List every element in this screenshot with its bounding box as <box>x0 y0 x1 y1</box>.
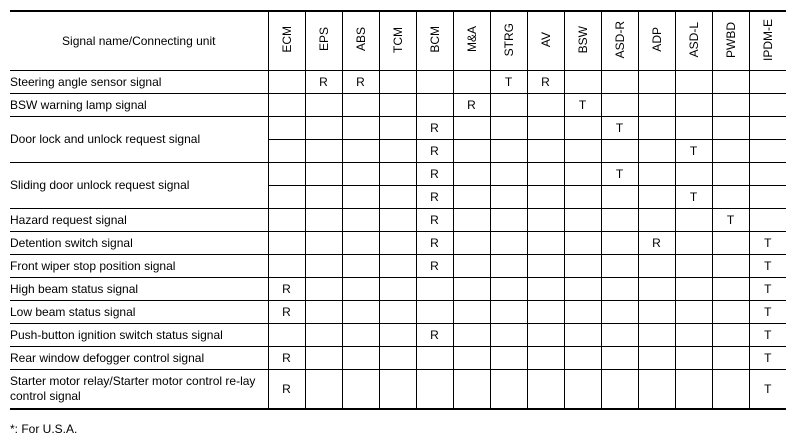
table-row <box>10 370 786 409</box>
mark-cell <box>490 232 527 255</box>
mark-cell <box>564 140 601 163</box>
mark-cell <box>453 117 490 140</box>
mark-cell <box>712 117 749 140</box>
mark-cell <box>675 370 712 409</box>
mark-cell <box>268 117 305 140</box>
mark-cell <box>305 140 342 163</box>
signal-name-cell: Low beam status signal <box>10 301 268 324</box>
mark-cell: R <box>453 94 490 117</box>
mark-cell <box>601 370 638 409</box>
unit-header <box>490 11 527 71</box>
mark-cell <box>601 186 638 209</box>
mark-cell: R <box>416 255 453 278</box>
unit-header-label: IPDM-E <box>760 18 775 61</box>
mark-cell <box>268 140 305 163</box>
mark-cell <box>638 71 675 94</box>
unit-header <box>749 11 786 71</box>
mark-cell <box>379 186 416 209</box>
mark-cell <box>638 140 675 163</box>
mark-cell <box>490 163 527 186</box>
mark-cell <box>749 209 786 232</box>
mark-cell <box>527 370 564 409</box>
mark-cell <box>601 255 638 278</box>
mark-cell <box>416 71 453 94</box>
unit-header-label: BCM <box>427 26 442 53</box>
mark-cell: R <box>638 232 675 255</box>
mark-cell <box>453 163 490 186</box>
mark-cell <box>268 209 305 232</box>
mark-cell <box>527 186 564 209</box>
mark-cell <box>305 255 342 278</box>
mark-cell <box>268 232 305 255</box>
mark-cell: T <box>749 255 786 278</box>
mark-cell <box>268 186 305 209</box>
mark-cell <box>564 71 601 94</box>
mark-cell <box>638 186 675 209</box>
mark-cell: R <box>416 117 453 140</box>
table-row <box>10 301 786 324</box>
signal-name-cell: Door lock and unlock request signal <box>10 117 268 163</box>
header-row <box>10 11 786 71</box>
unit-header <box>638 11 675 71</box>
unit-header-label: ABS <box>353 27 368 52</box>
mark-cell <box>601 347 638 370</box>
unit-header <box>379 11 416 71</box>
mark-cell <box>416 278 453 301</box>
mark-cell <box>527 324 564 347</box>
mark-cell <box>305 278 342 301</box>
signal-name-cell: Starter motor relay/Starter motor control re-lay control signal <box>10 370 268 409</box>
unit-header-label: ECM <box>279 26 294 53</box>
mark-cell <box>342 301 379 324</box>
mark-cell <box>342 324 379 347</box>
mark-cell <box>564 324 601 347</box>
mark-cell <box>416 370 453 409</box>
mark-cell: T <box>601 117 638 140</box>
signal-name-cell: Rear window defogger control signal <box>10 347 268 370</box>
mark-cell <box>638 347 675 370</box>
mark-cell <box>712 278 749 301</box>
mark-cell <box>453 301 490 324</box>
signal-name-cell: Detention switch signal <box>10 232 268 255</box>
table-row <box>10 71 786 94</box>
mark-cell <box>453 186 490 209</box>
table-row <box>10 163 786 186</box>
mark-cell <box>490 209 527 232</box>
signal-name-header: Signal name/Connecting unit <box>10 11 268 71</box>
mark-cell: T <box>749 370 786 409</box>
mark-cell <box>564 347 601 370</box>
mark-cell <box>453 255 490 278</box>
mark-cell <box>453 209 490 232</box>
mark-cell <box>342 255 379 278</box>
signal-name-cell: Steering angle sensor signal <box>10 71 268 94</box>
mark-cell <box>342 232 379 255</box>
mark-cell <box>305 94 342 117</box>
mark-cell <box>638 278 675 301</box>
mark-cell: R <box>268 370 305 409</box>
mark-cell <box>527 255 564 278</box>
unit-header-label: ADP <box>649 27 664 52</box>
mark-cell: T <box>601 163 638 186</box>
mark-cell <box>601 94 638 117</box>
mark-cell: R <box>268 301 305 324</box>
mark-cell <box>379 117 416 140</box>
mark-cell <box>379 324 416 347</box>
mark-cell <box>675 232 712 255</box>
mark-cell <box>675 278 712 301</box>
mark-cell <box>490 255 527 278</box>
mark-cell <box>675 71 712 94</box>
mark-cell <box>638 324 675 347</box>
signal-name-cell: Hazard request signal <box>10 209 268 232</box>
unit-header <box>268 11 305 71</box>
mark-cell <box>601 324 638 347</box>
unit-header <box>601 11 638 71</box>
mark-cell <box>305 347 342 370</box>
mark-cell <box>342 94 379 117</box>
mark-cell <box>527 94 564 117</box>
mark-cell <box>490 301 527 324</box>
mark-cell <box>490 117 527 140</box>
mark-cell: R <box>268 347 305 370</box>
mark-cell: T <box>749 347 786 370</box>
mark-cell <box>453 71 490 94</box>
mark-cell <box>712 186 749 209</box>
mark-cell <box>490 278 527 301</box>
mark-cell <box>453 278 490 301</box>
signal-name-cell: Push-button ignition switch status signal <box>10 324 268 347</box>
mark-cell <box>527 140 564 163</box>
mark-cell <box>601 278 638 301</box>
mark-cell: T <box>675 140 712 163</box>
mark-cell <box>675 255 712 278</box>
mark-cell <box>749 71 786 94</box>
mark-cell <box>712 232 749 255</box>
mark-cell <box>490 140 527 163</box>
table-row <box>10 347 786 370</box>
mark-cell <box>675 94 712 117</box>
mark-cell <box>675 117 712 140</box>
mark-cell <box>305 370 342 409</box>
mark-cell <box>527 347 564 370</box>
mark-cell <box>342 278 379 301</box>
unit-header-label: ASD-L <box>686 21 701 58</box>
unit-header <box>712 11 749 71</box>
table-row <box>10 94 786 117</box>
mark-cell <box>749 186 786 209</box>
mark-cell <box>601 232 638 255</box>
mark-cell <box>268 255 305 278</box>
unit-header-label: BSW <box>575 25 590 54</box>
mark-cell <box>416 301 453 324</box>
mark-cell <box>749 140 786 163</box>
mark-cell <box>379 209 416 232</box>
mark-cell <box>305 301 342 324</box>
unit-header-label: PWBD <box>723 21 738 58</box>
mark-cell <box>305 186 342 209</box>
mark-cell: T <box>749 324 786 347</box>
mark-cell: R <box>527 71 564 94</box>
mark-cell <box>453 140 490 163</box>
mark-cell <box>453 370 490 409</box>
mark-cell <box>490 186 527 209</box>
mark-cell <box>379 163 416 186</box>
mark-cell <box>305 209 342 232</box>
unit-header-label: AV <box>538 31 553 48</box>
mark-cell: T <box>490 71 527 94</box>
mark-cell <box>564 301 601 324</box>
mark-cell <box>749 117 786 140</box>
mark-cell <box>527 117 564 140</box>
mark-cell <box>564 117 601 140</box>
mark-cell <box>564 209 601 232</box>
mark-cell <box>675 324 712 347</box>
mark-cell <box>675 301 712 324</box>
mark-cell <box>379 255 416 278</box>
mark-cell <box>379 347 416 370</box>
table-row <box>10 117 786 140</box>
signal-name-cell: Front wiper stop position signal <box>10 255 268 278</box>
mark-cell: R <box>416 324 453 347</box>
mark-cell: T <box>675 186 712 209</box>
mark-cell <box>527 301 564 324</box>
table-row <box>10 324 786 347</box>
unit-header-label: M&A <box>464 26 479 53</box>
table-row <box>10 209 786 232</box>
mark-cell <box>305 117 342 140</box>
mark-cell <box>379 301 416 324</box>
unit-header <box>342 11 379 71</box>
mark-cell <box>490 370 527 409</box>
mark-cell <box>712 163 749 186</box>
mark-cell <box>564 163 601 186</box>
mark-cell <box>564 186 601 209</box>
mark-cell <box>342 209 379 232</box>
mark-cell <box>749 94 786 117</box>
unit-header <box>305 11 342 71</box>
signal-name-cell: Sliding door unlock request signal <box>10 163 268 209</box>
mark-cell <box>379 232 416 255</box>
mark-cell <box>527 278 564 301</box>
mark-cell <box>305 324 342 347</box>
mark-cell <box>379 140 416 163</box>
mark-cell <box>712 140 749 163</box>
mark-cell <box>638 301 675 324</box>
mark-cell <box>712 324 749 347</box>
mark-cell: R <box>268 278 305 301</box>
mark-cell: T <box>749 301 786 324</box>
mark-cell <box>638 163 675 186</box>
mark-cell <box>379 71 416 94</box>
mark-cell: R <box>342 71 379 94</box>
unit-header <box>564 11 601 71</box>
table-body <box>10 71 786 409</box>
mark-cell <box>453 347 490 370</box>
mark-cell <box>712 255 749 278</box>
mark-cell <box>342 347 379 370</box>
table-row <box>10 278 786 301</box>
mark-cell <box>490 347 527 370</box>
mark-cell <box>268 71 305 94</box>
mark-cell <box>527 163 564 186</box>
mark-cell <box>675 209 712 232</box>
mark-cell: R <box>416 232 453 255</box>
mark-cell <box>342 140 379 163</box>
unit-header-label: ASD-R <box>612 20 627 59</box>
mark-cell <box>416 347 453 370</box>
mark-cell <box>305 163 342 186</box>
mark-cell: T <box>749 232 786 255</box>
mark-cell <box>453 324 490 347</box>
unit-header <box>527 11 564 71</box>
mark-cell: R <box>416 209 453 232</box>
mark-cell <box>527 232 564 255</box>
mark-cell: R <box>416 140 453 163</box>
mark-cell <box>675 347 712 370</box>
mark-cell <box>638 209 675 232</box>
table-row <box>10 255 786 278</box>
mark-cell <box>305 232 342 255</box>
mark-cell <box>601 140 638 163</box>
mark-cell <box>342 117 379 140</box>
mark-cell <box>416 94 453 117</box>
table-header <box>10 11 786 71</box>
mark-cell <box>379 94 416 117</box>
unit-header-label: STRG <box>501 22 516 57</box>
mark-cell <box>268 163 305 186</box>
mark-cell <box>712 71 749 94</box>
mark-cell <box>564 278 601 301</box>
table-row <box>10 232 786 255</box>
mark-cell <box>490 94 527 117</box>
mark-cell <box>564 232 601 255</box>
mark-cell <box>564 255 601 278</box>
signal-name-cell: BSW warning lamp signal <box>10 94 268 117</box>
mark-cell <box>638 94 675 117</box>
signal-name-cell: High beam status signal <box>10 278 268 301</box>
mark-cell <box>601 209 638 232</box>
mark-cell <box>638 370 675 409</box>
signal-table <box>10 10 786 410</box>
mark-cell <box>564 370 601 409</box>
mark-cell <box>712 301 749 324</box>
mark-cell <box>712 94 749 117</box>
mark-cell <box>601 71 638 94</box>
mark-cell <box>342 370 379 409</box>
mark-cell <box>675 163 712 186</box>
unit-header <box>675 11 712 71</box>
mark-cell: T <box>749 278 786 301</box>
mark-cell <box>268 94 305 117</box>
mark-cell: R <box>305 71 342 94</box>
unit-header-label: TCM <box>390 26 405 53</box>
unit-header <box>416 11 453 71</box>
mark-cell <box>749 163 786 186</box>
mark-cell: T <box>564 94 601 117</box>
mark-cell: R <box>416 186 453 209</box>
mark-cell <box>601 301 638 324</box>
mark-cell <box>638 117 675 140</box>
unit-header-label: EPS <box>316 27 331 52</box>
mark-cell: R <box>416 163 453 186</box>
mark-cell <box>342 163 379 186</box>
mark-cell <box>712 347 749 370</box>
mark-cell <box>490 324 527 347</box>
mark-cell <box>268 324 305 347</box>
footnote: *: For U.S.A. <box>10 422 78 436</box>
unit-header <box>453 11 490 71</box>
mark-cell <box>453 232 490 255</box>
mark-cell: T <box>712 209 749 232</box>
mark-cell <box>712 370 749 409</box>
mark-cell <box>379 370 416 409</box>
mark-cell <box>638 255 675 278</box>
mark-cell <box>379 278 416 301</box>
mark-cell <box>527 209 564 232</box>
mark-cell <box>342 186 379 209</box>
